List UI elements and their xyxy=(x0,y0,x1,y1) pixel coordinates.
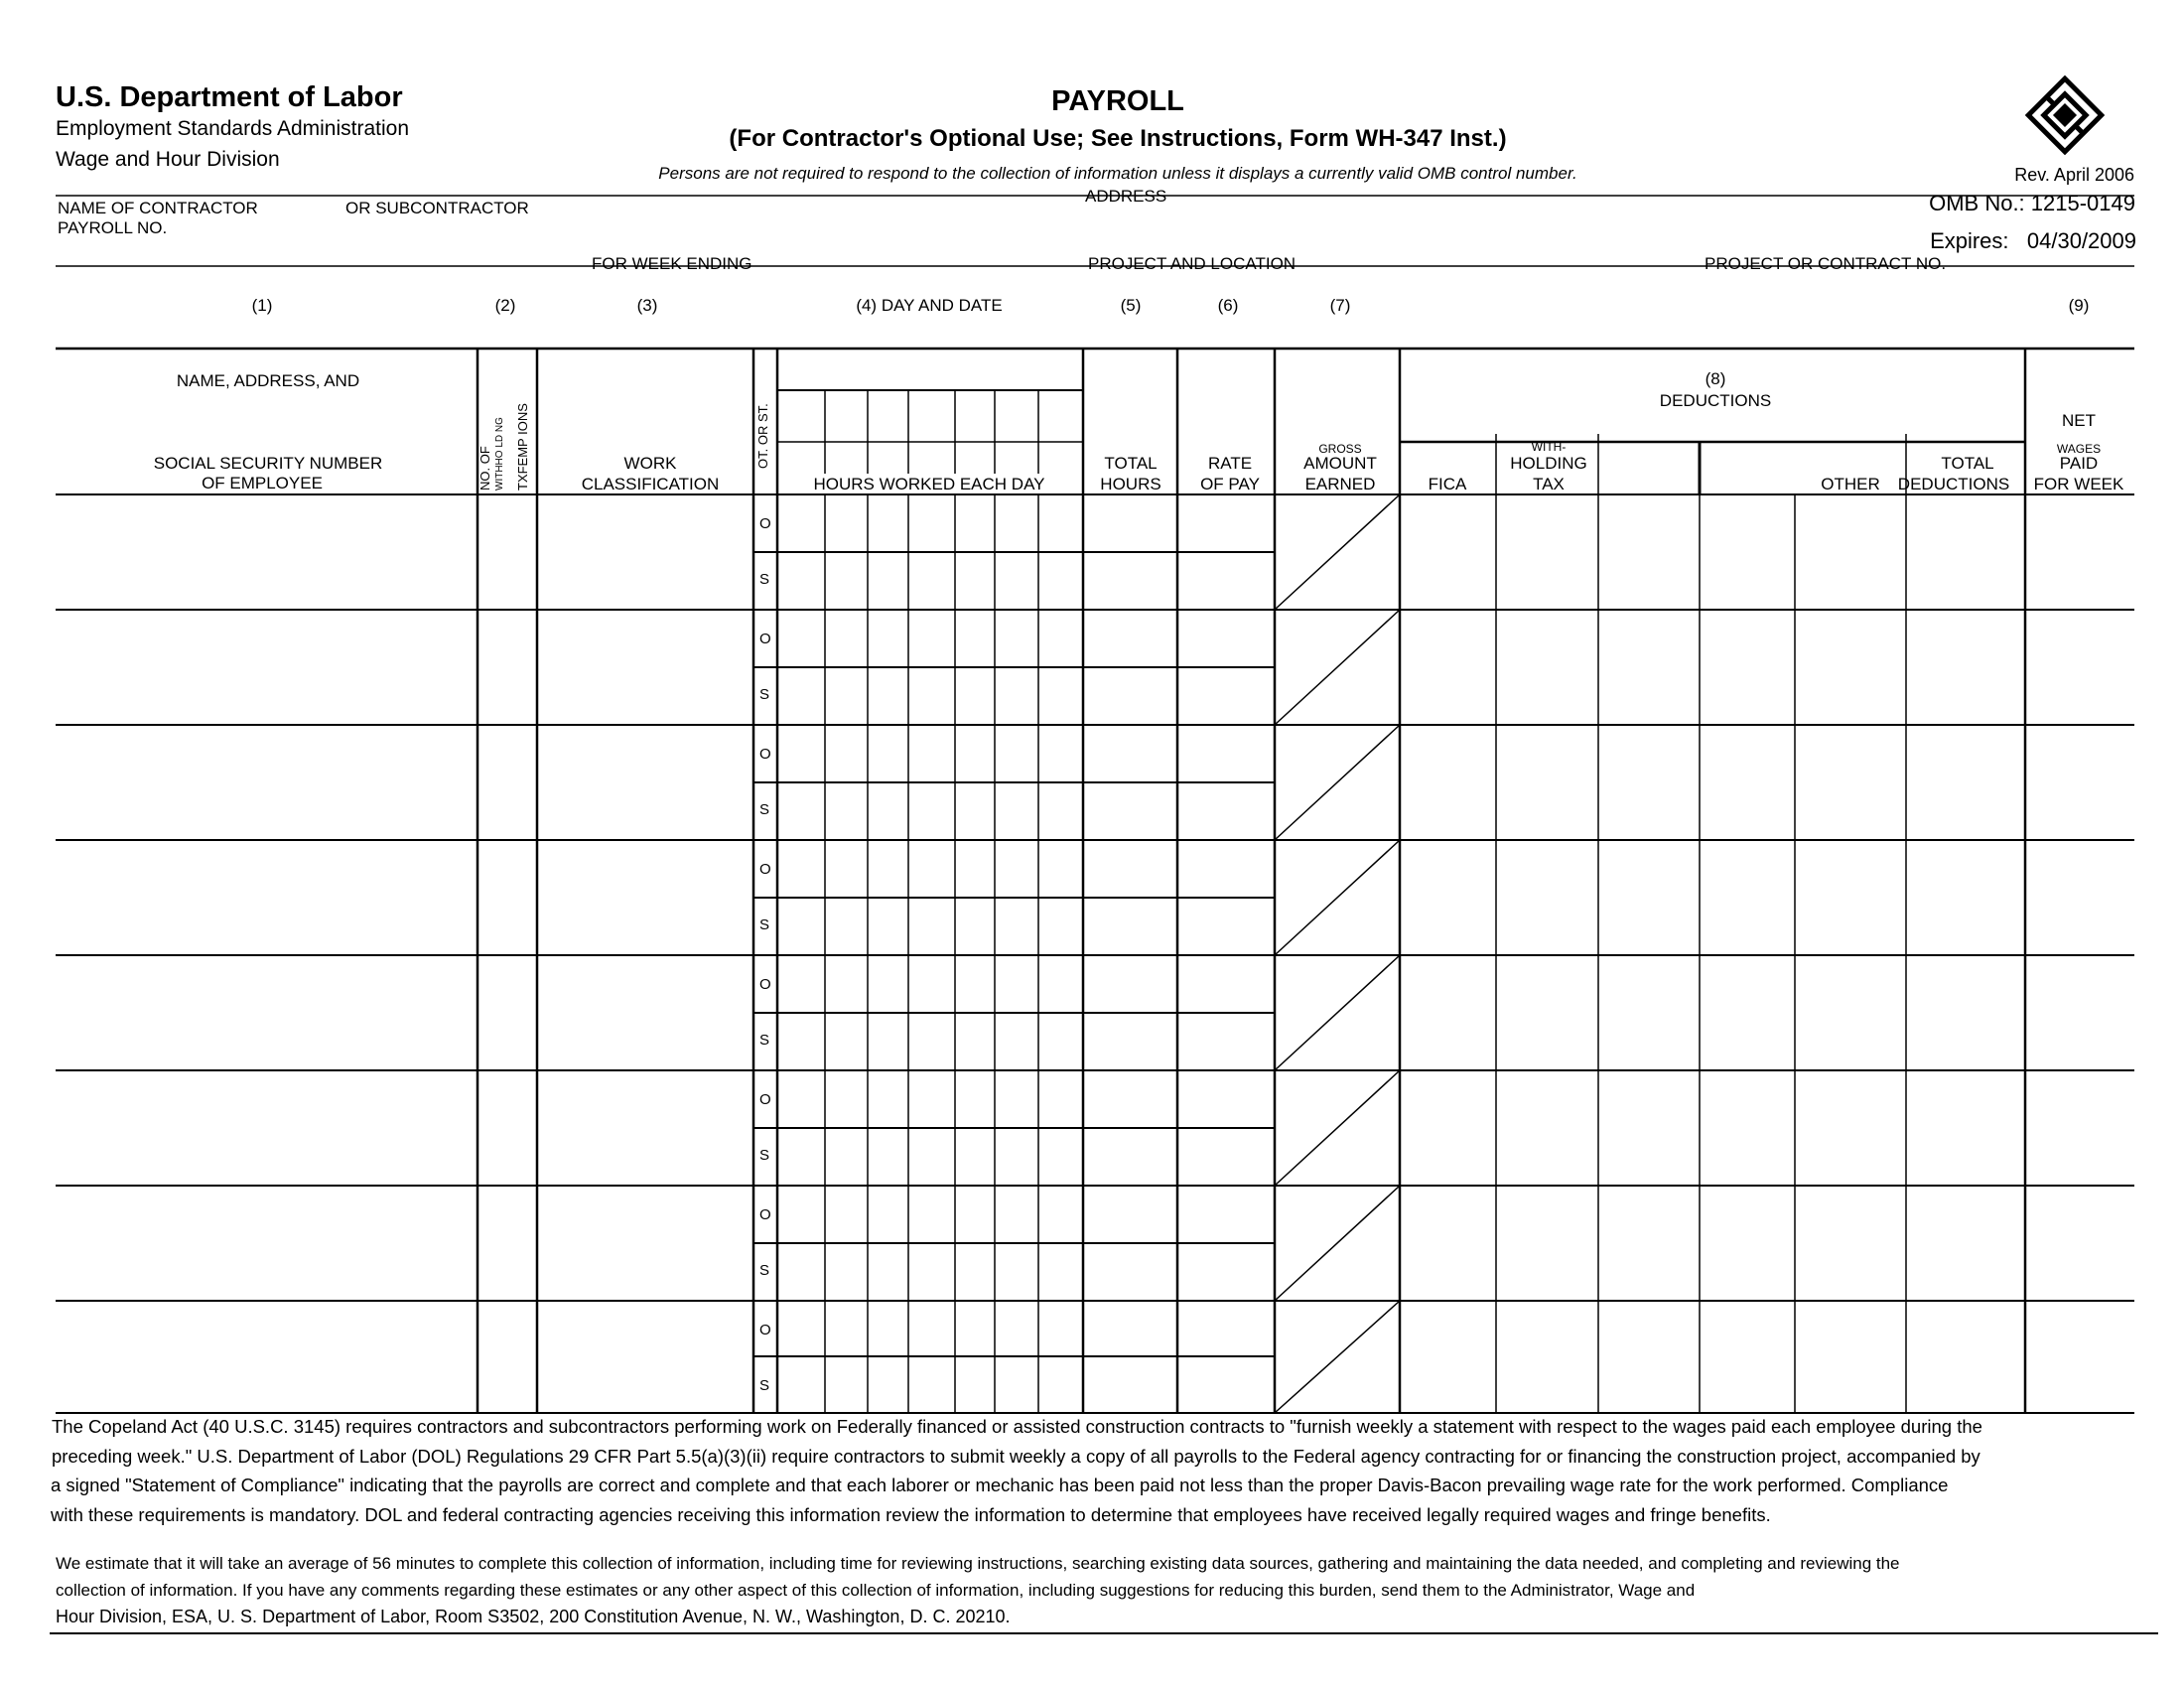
name-of-contractor-label: NAME OF CONTRACTOR xyxy=(58,199,258,217)
expires-label: Expires: xyxy=(1930,228,2009,253)
col-7-number: (7) xyxy=(1329,296,1351,315)
header-net-4: FOR WEEK xyxy=(2033,475,2124,493)
header-name-line2: SOCIAL SECURITY NUMBER xyxy=(153,454,383,473)
header-fica: FICA xyxy=(1428,475,1467,493)
form-title: PAYROLL xyxy=(1051,85,1184,117)
header-rate-1: RATE xyxy=(1207,454,1253,473)
header-withholding-b: WITHHO LD NG xyxy=(494,417,505,491)
header-total-hours-2: HOURS xyxy=(1100,475,1161,493)
header-hours-worked: HOURS WORKED EACH DAY xyxy=(813,475,1045,493)
header-total-deductions-2: DEDUCTIONS xyxy=(1897,475,2010,493)
col-6-number: (6) xyxy=(1217,296,1239,315)
copeland-act-line-4: with these requirements is mandatory. DOL and federal contracting agencies receiving this information review the information to determine that employees have received legally required wages and fringe benefits. xyxy=(51,1504,1771,1525)
col-1-number: (1) xyxy=(251,296,273,315)
straight-time-label: S xyxy=(759,571,770,588)
overtime-label: O xyxy=(759,631,771,647)
straight-time-label: S xyxy=(759,1262,770,1279)
address-label: ADDRESS xyxy=(1085,187,1167,206)
header-gross-2: AMOUNT xyxy=(1303,454,1377,473)
table-row[interactable] xyxy=(56,610,2134,725)
header-gross-3: EARNED xyxy=(1304,475,1376,493)
copeland-act-line-3: a signed "Statement of Compliance" indicating that the payrolls are correct and complete and that each laborer or mechanic has been paid not less than the proper Davis-Bacon prevailing wage rate for the work performed. Compliance xyxy=(51,1475,1949,1495)
overtime-label: O xyxy=(759,976,771,993)
header-ot-or-st: OT. OR ST. xyxy=(755,403,770,469)
omb-notice: Persons are not required to respond to the collection of information unless it displays a currently valid OMB control number. xyxy=(658,164,1577,183)
table-row[interactable] xyxy=(56,494,2134,610)
col-2-number: (2) xyxy=(494,296,516,315)
header-name-line1: NAME, ADDRESS, AND xyxy=(176,371,360,390)
contract-no-label: PROJECT OR CONTRACT NO. xyxy=(1705,254,1947,273)
form-subtitle: (For Contractor's Optional Use; See Instructions, Form WH-347 Inst.) xyxy=(729,125,1507,152)
header-withholding-a: NO. OF xyxy=(478,446,492,491)
header-net-1: NET xyxy=(2062,411,2096,430)
burden-statement-line-1: We estimate that it will take an average of 56 minutes to complete this collection of information, including time for reviewing instructions, searching existing data sources, gathering and maintaining the data needed, and completing and reviewing the xyxy=(56,1554,1900,1573)
col-5-number: (5) xyxy=(1120,296,1142,315)
agency-name: U.S. Department of Labor xyxy=(56,81,403,113)
header-total-hours-1: TOTAL xyxy=(1104,454,1158,473)
header-withholding-tax-2: HOLDING xyxy=(1510,454,1587,473)
straight-time-label: S xyxy=(759,916,770,933)
col-8-number: (8) xyxy=(1705,369,1726,388)
overtime-label: O xyxy=(759,1322,771,1338)
or-subcontractor-label: OR SUBCONTRACTOR xyxy=(345,199,529,217)
header-net-3: PAID xyxy=(2059,454,2099,473)
week-ending-label: FOR WEEK ENDING xyxy=(592,254,752,273)
table-row[interactable] xyxy=(56,955,2134,1070)
header-rate-2: OF PAY xyxy=(1200,475,1260,493)
table-row[interactable] xyxy=(56,1070,2134,1186)
overtime-label: O xyxy=(759,861,771,878)
header-deductions: DEDUCTIONS xyxy=(1659,391,1772,410)
straight-time-label: S xyxy=(759,1147,770,1164)
copeland-act-line-2: preceding week." U.S. Department of Labor (DOL) Regulations 29 CFR Part 5.5(a)(3)(ii) require contractors to submit weekly a copy of all payrolls to the Federal agency contracting for or financing the construction project, accompanied by xyxy=(52,1446,1980,1467)
payroll-no-label: PAYROLL NO. xyxy=(58,218,168,237)
burden-statement-line-2: collection of information. If you have any comments regarding these estimates or any other aspect of this collection of information, including suggestions for reducing this burden, send them to the Administrator, Wage and xyxy=(56,1581,1696,1600)
division-name: Wage and Hour Division xyxy=(56,148,280,171)
header-other: OTHER xyxy=(1821,475,1880,493)
project-location-label: PROJECT AND LOCATION xyxy=(1088,254,1297,273)
table-row[interactable] xyxy=(56,1301,2134,1413)
col-4-number: (4) DAY AND DATE xyxy=(856,296,1003,315)
table-row[interactable] xyxy=(56,840,2134,955)
revision-date: Rev. April 2006 xyxy=(2014,165,2134,185)
table-row[interactable] xyxy=(56,1186,2134,1301)
header-withholding-tax-1: WITH- xyxy=(1531,440,1567,454)
header-gross-1: GROSS xyxy=(1318,442,1362,456)
header-name-line3: OF EMPLOYEE xyxy=(202,474,323,492)
overtime-label: O xyxy=(759,746,771,763)
header-total-deductions-1: TOTAL xyxy=(1941,454,1994,473)
straight-time-label: S xyxy=(759,686,770,703)
header-net-2: WAGES xyxy=(2056,442,2102,456)
omb-number: OMB No.: 1215-0149 xyxy=(1929,191,2135,215)
header-withholding-c: TXFEMP IONS xyxy=(515,403,530,491)
straight-time-label: S xyxy=(759,1377,770,1394)
copeland-act-line-1: The Copeland Act (40 U.S.C. 3145) requires contractors and subcontractors performing work on Federally financed or assisted construction contracts to "furnish weekly a statement with respect to the wages paid each employee during the xyxy=(52,1416,1982,1437)
col-3-number: (3) xyxy=(636,296,658,315)
straight-time-label: S xyxy=(759,1032,770,1049)
administration-name: Employment Standards Administration xyxy=(56,117,410,140)
header-work-class-2: CLASSIFICATION xyxy=(581,475,720,493)
straight-time-label: S xyxy=(759,801,770,818)
expires-date: 04/30/2009 xyxy=(2026,228,2136,253)
header-work-class-1: WORK xyxy=(623,454,677,473)
header-withholding-tax-3: TAX xyxy=(1533,475,1565,493)
burden-statement-line-3: Hour Division, ESA, U. S. Department of Labor, Room S3502, 200 Constitution Avenue, N. W., Washington, D. C. 20210. xyxy=(56,1607,1011,1626)
col-9-number: (9) xyxy=(2068,296,2090,315)
overtime-label: O xyxy=(759,515,771,532)
table-row[interactable] xyxy=(56,725,2134,840)
overtime-label: O xyxy=(759,1206,771,1223)
overtime-label: O xyxy=(759,1091,771,1108)
